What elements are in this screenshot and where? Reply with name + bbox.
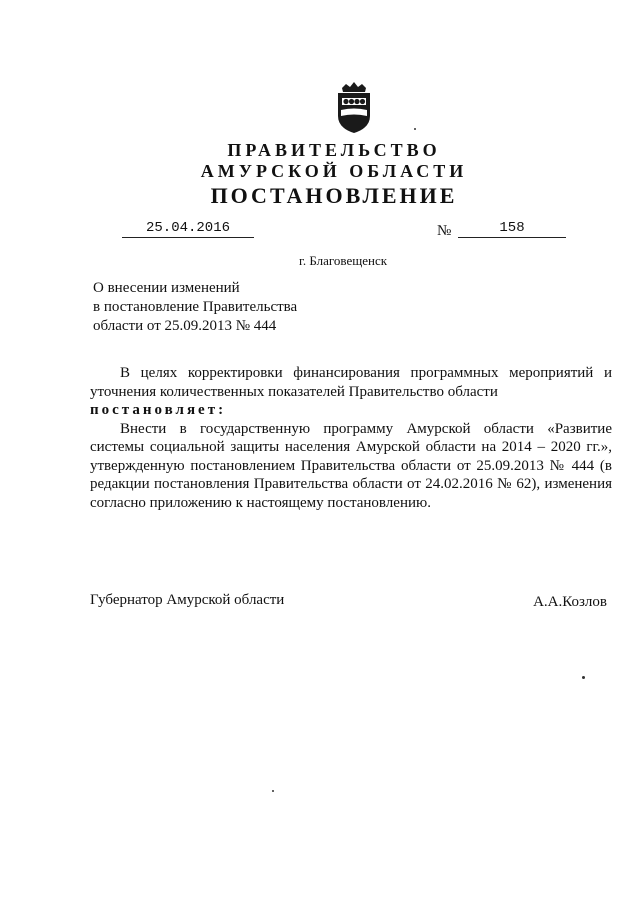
body-paragraph: Внести в государственную программу Амурской области «Развитие системы социальной защиты населения Амурской области на 2014 – 2020 гг.», утвержденную постановлением Правительства области от 25.09.2013 № 444 (в редакции постановления Правительства области от 24.02.2016 № 62), изменения согласно приложению к настоящему постановлению. bbox=[90, 420, 612, 511]
coat-of-arms-icon bbox=[332, 80, 376, 134]
scan-speck bbox=[582, 676, 585, 679]
document-date: 25.04.2016 bbox=[122, 219, 254, 238]
city: г. Благовещенск bbox=[298, 253, 388, 268]
scan-speck bbox=[414, 128, 416, 130]
number-label: № bbox=[437, 223, 452, 239]
document-subject bbox=[93, 279, 297, 336]
subject-line: О внесении изменений bbox=[93, 280, 240, 296]
document-body bbox=[90, 364, 612, 512]
body-paragraph: В целях корректировки финансирования программных мероприятий и уточнения количественных показателей Правительство области bbox=[90, 365, 612, 400]
document-type: ПОСТАНОВЛЕНИЕ bbox=[210, 183, 458, 208]
document-number: 158 bbox=[458, 219, 566, 238]
subject-line: области от 25.09.2013 № 444 bbox=[93, 318, 277, 334]
subject-line: в постановление Правительства bbox=[93, 299, 298, 315]
signatory-position: Губернатор Амурской области bbox=[90, 592, 285, 608]
resolve-word: постановляет: bbox=[90, 402, 227, 418]
org-name-line2: АМУРСКОЙ ОБЛАСТИ bbox=[200, 161, 468, 181]
signatory-name: А.А.Козлов bbox=[533, 594, 607, 610]
org-name-line1: ПРАВИТЕЛЬСТВО bbox=[227, 140, 441, 160]
scan-speck bbox=[272, 790, 274, 792]
